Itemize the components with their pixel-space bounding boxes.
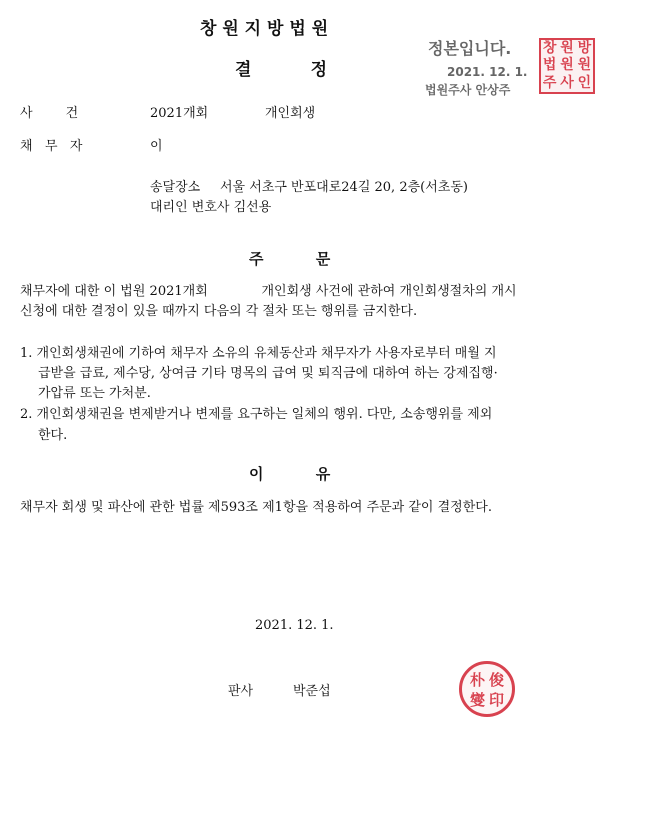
seal-char: 창 [542, 40, 557, 56]
seal-char: 법 [542, 57, 557, 74]
certified-copy-text: 정본입니다. [428, 39, 512, 58]
debtor-name: 이 [150, 139, 163, 154]
order-item-2-line: 2. 개인회생채권을 변제받거나 변제를 요구하는 일체의 행위. 다만, 소송행위를 제외 [20, 407, 493, 422]
seal-char: 俊 [488, 671, 504, 689]
service-address: 서울 서초구 반포대로24길 20, 2층(서초동) [220, 180, 468, 195]
order-item-1-line: 급받을 급료, 제수당, 상여금 기타 명목의 급여 및 퇴직금에 대하여 하는 강제집행· [38, 366, 498, 381]
judge-seal [459, 661, 515, 717]
order-paragraph-line: 채무자에 대한 이 법원 2021개회 개인회생 사건에 관하여 개인회생절차의 개시 [20, 284, 517, 299]
seal-char: 印 [488, 691, 504, 709]
seal-char: 사 [560, 74, 574, 91]
reason-heading: 이 유 [249, 465, 331, 483]
debtor-label: 채 무 자 [20, 139, 83, 154]
judge-label: 판사 [228, 684, 254, 699]
order-item-1-line: 가압류 또는 가처분. [38, 386, 151, 401]
case-label: 사 건 [20, 106, 79, 121]
order-item-2-line: 한다. [38, 428, 68, 443]
case-name: 개인회생 [265, 106, 316, 121]
court-seal-stamp [539, 38, 595, 94]
legal-agent: 대리인 변호사 김선용 [150, 200, 272, 215]
reason-text: 채무자 회생 및 파산에 관한 법률 제593조 제1항을 적용하여 주문과 같이 결정한다. [20, 500, 492, 515]
seal-char: 朴 [469, 671, 485, 689]
seal-char: 원 [560, 57, 574, 74]
order-item-1-line: 1. 개인회생채권에 기하여 채무자 소유의 유체동산과 채무자가 사용자로부터 매월 지 [20, 346, 497, 361]
decision-date: 2021. 12. 1. [255, 618, 334, 633]
seal-char: 燮 [469, 691, 485, 709]
order-paragraph-line: 신청에 대한 결정이 있을 때까지 다음의 각 절차 또는 행위를 금지한다. [20, 304, 418, 319]
certification-date: 2021. 12. 1. [447, 65, 528, 79]
order-heading: 주 문 [249, 250, 331, 268]
seal-char: 원 [560, 40, 574, 56]
seal-char: 인 [577, 74, 592, 91]
court-officer: 법원주사 안상주 [425, 83, 511, 97]
seal-char: 주 [542, 74, 557, 91]
address-label: 송달장소 [150, 180, 201, 195]
seal-char: 방 [577, 40, 592, 56]
seal-char: 원 [577, 57, 592, 74]
court-title: 창 원 지 방 법 원 [200, 19, 329, 39]
case-number: 2021개회 [150, 106, 209, 121]
document-type: 결 정 [235, 60, 328, 80]
judge-name: 박준섭 [293, 684, 331, 699]
